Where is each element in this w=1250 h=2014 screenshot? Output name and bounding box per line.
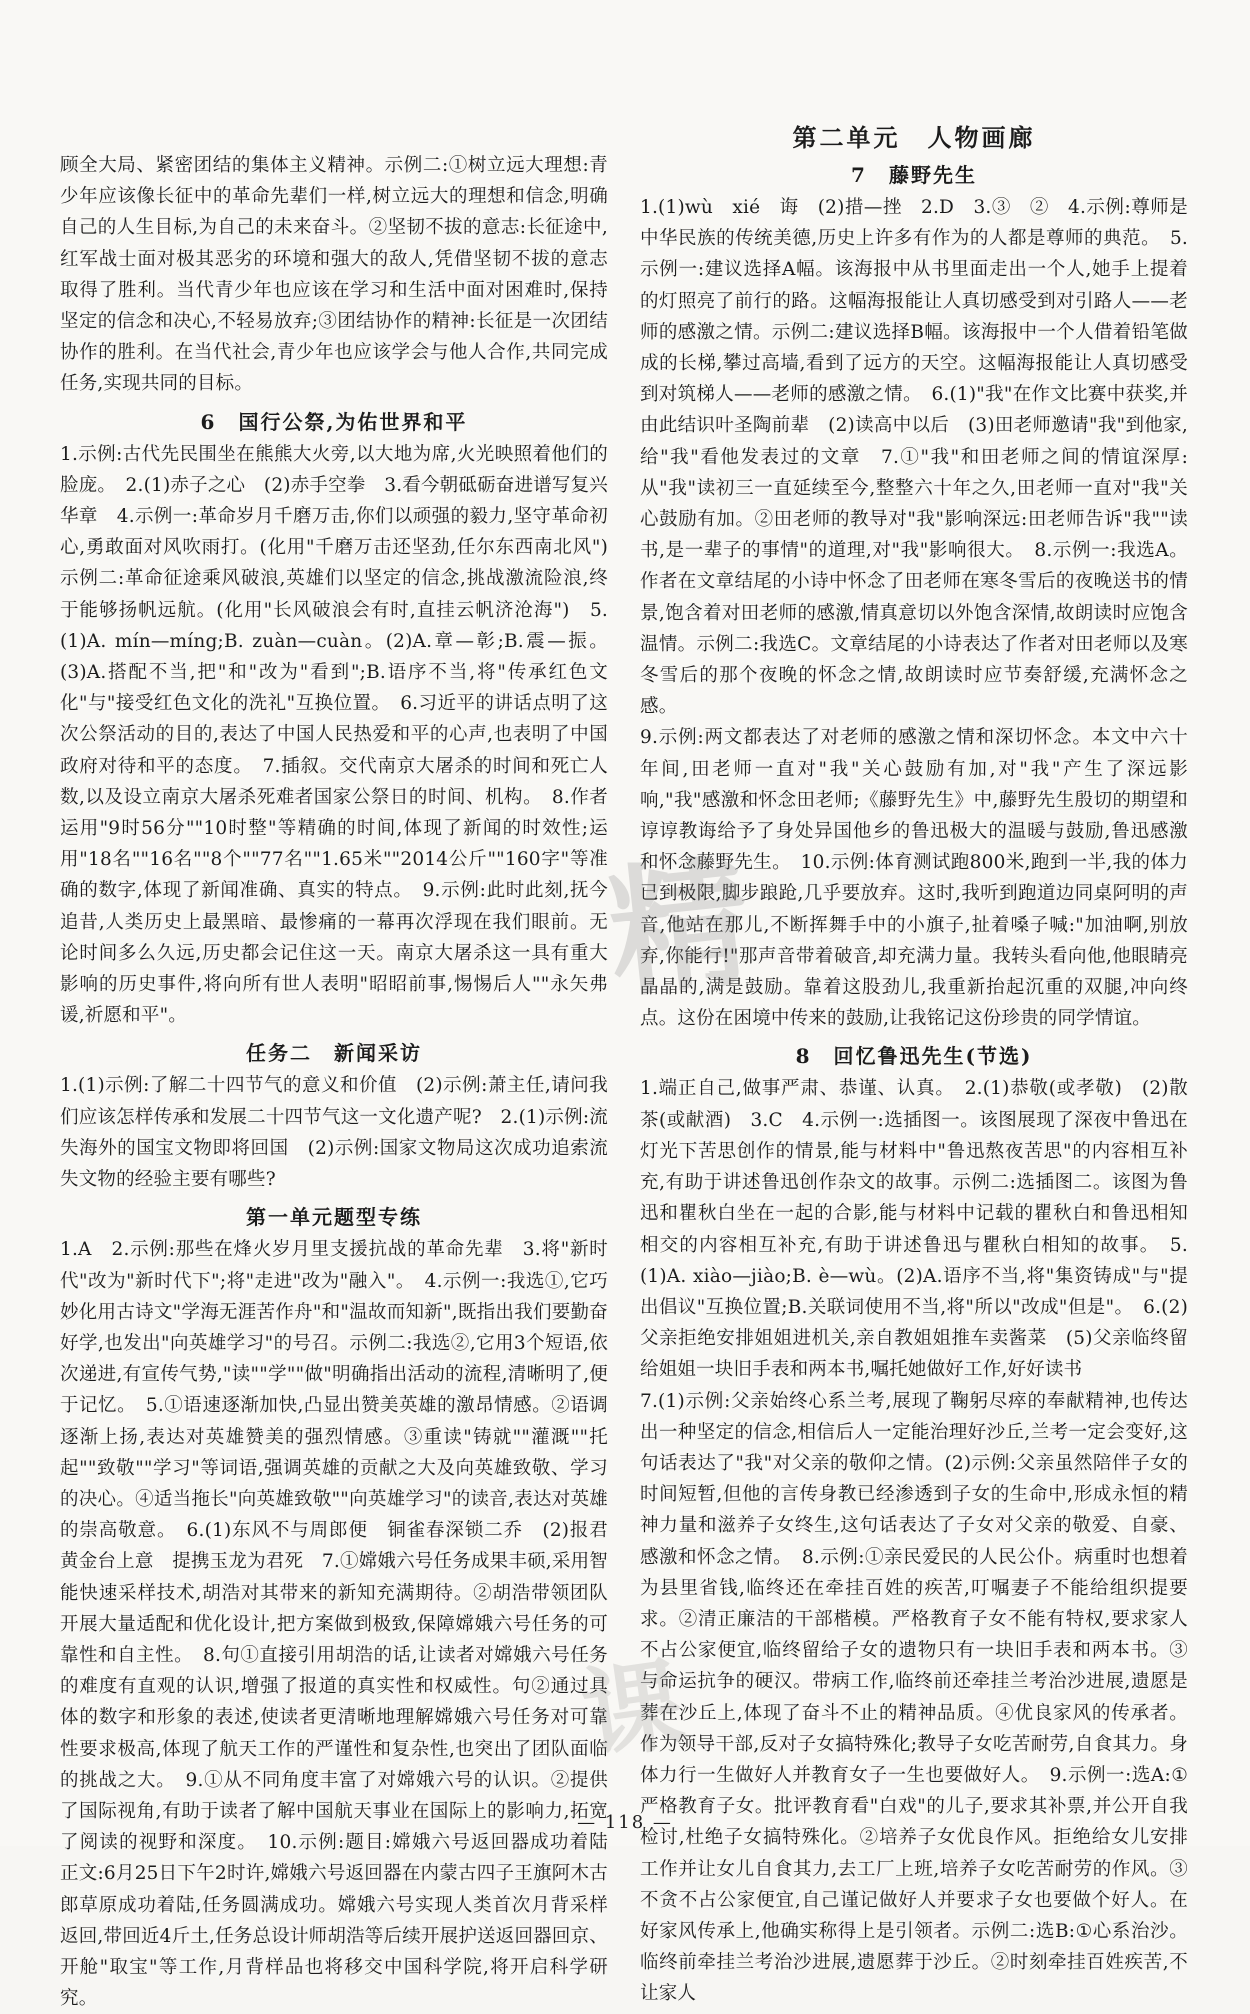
unit-1-practice-heading: 第一单元题型专练 <box>246 1205 422 1230</box>
right-paragraph-1: 1.(1)wù xié 诲 (2)措—挫 2.D 3.③ ② 4.示例:尊师是中华民族的传统美德,历史上许多有作为的人都是尊师的典范。 5.示例一:建议选择A幅。该海报中从书里面走出一个人,她手上提着的灯照亮了前行的路。这幅海报能让人真切感受到对引路人——老师的感激之情。示例二:建议选择B幅。该海报中一个人借着铅笔做成的长梯,攀过高墙,看到了远方的天空。这幅海报能让人真切感受到对筑梯人——老师的感激之情。 6.(1)"我"在作文比赛中获奖,并由此结识叶圣陶前辈 (2)读高中以后 (3)田老师邀请"我"到他家,给"我"看他发表过的文章 7.①"我"和田老师之间的情谊深厚:从"我"读初三一直延续至今,整整六十年之久,田老师一直对"我"关心鼓励有加。②田老师的教导对"我"影响深远:田老师告诉"我""读书,是一辈子的事情"的道理,对"我"影响很大。 8.示例一:我选A。作者在文章结尾的小诗中怀念了田老师在寒冬雪后的夜晚送书的情景,饱含着对田老师的感激,情真意切以外饱含深情,故朗读时应饱含温情。示例二:我选C。文章结尾的小诗表达了作者对田老师以及寒冬雪后的那个夜晚的怀念之情,故朗读时应节奏舒缓,充满怀念之感。 <box>640 197 1188 718</box>
task-2-heading: 任务二 新闻采访 <box>246 1041 422 1066</box>
lesson-7-heading: 7 藤野先生 <box>851 163 977 187</box>
right-paragraph-2: 9.示例:两文都表达了对老师的感激之情和深切怀念。本文中六十年间,田老师一直对"我"关心鼓励有加,对"我"产生了深远影响,"我"感激和怀念田老师;《藤野先生》中,藤野先生殷切的期望和谆谆教诲给予了身处异国他乡的鲁迅极大的温暖与鼓励,鲁迅感激和怀念藤野先生。 10.示例:体育测试跑800米,跑到一半,我的体力已到极限,脚步踉跄,几乎要放弃。这时,我听到跑道边同桌阿明的声音,他站在那儿,不断挥舞手中的小旗子,扯着嗓子喊:"加油啊,别放弃,你能行!"那声音带着破音,却充满力量。我转头看向他,他眼睛亮晶晶的,满是鼓励。靠着这股劲儿,我重新抬起沉重的双腿,冲向终点。这份在困境中传来的鼓励,让我铭记这份珍贵的同学情谊。 <box>640 727 1188 1030</box>
left-paragraph-2: 1.示例:古代先民围坐在熊熊大火旁,以大地为席,火光映照着他们的脸庞。 2.(1)赤子之心 (2)赤手空拳 3.看今朝砥砺奋进谱写复兴华章 4.示例一:革命岁月千磨万击,你们以顽强的毅力,坚守革命初心,勇敢面对风吹雨打。(化用"千磨万击还坚劲,任尔东西南北风")示例二:革命征途乘风破浪,英雄们以坚定的信念,挑战激流险浪,终于能够扬帆远航。(化用"长风破浪会有时,直挂云帆济沧海") 5.(1)A. mín—míng;B. zuàn—cuàn。(2)A.章—彰;B.震—振。(3)A.搭配不当,把"和"改为"看到";B.语序不当,将"传承红色文化"与"接受红色文化的洗礼"互换位置。 6.习近平的讲话点明了这次公祭活动的目的,表达了中国人民热爱和平的心声,也表明了中国政府对待和平的态度。 7.插叙。交代南京大屠杀的时间和死亡人数,以及设立南京大屠杀死难者国家公祭日的时间、机构。 8.作者运用"9时56分""10时整"等精确的时间,体现了新闻的时效性;运用"18名""16名""8个""77名""1.65米""2014公斤""160字"等准确的数字,体现了新闻准确、真实的特点。 9.示例:此时此刻,抚今追昔,人类历史上最黑暗、最惨痛的一幕再次浮现在我们眼前。无论时间多么久远,历史都会记住这一天。南京大屠杀这一具有重大影响的历史事件,将向所有世人表明"昭昭前事,惕惕后人""永矢弗谖,祈愿和平"。 <box>60 443 608 1027</box>
lesson-6-heading: 6 国行公祭,为佑世界和平 <box>200 409 468 434</box>
left-paragraph-4: 1.A 2.示例:那些在烽火岁月里支援抗战的革命先辈 3.将"新时代"改为"新时代下";将"走进"改为"融入"。 4.示例一:我选①,它巧妙化用古诗文"学海无涯苦作舟"和"温故而知新",既指出我们要勤奋好学,也发出"向英雄学习"的号召。示例二:我选②,它用3个短语,依次递进,有宣传气势,"读""学""做"明确指出活动的流程,清晰明了,便于记忆。 5.①语速逐渐加快,凸显出赞美英雄的激昂情感。②语调逐渐上扬,表达对英雄赞美的强烈情感。③重读"铸就""灌溉""托起""致敬""学习"等词语,强调英雄的贡献之大及向英雄致敬、学习的决心。④适当拖长"向英雄致敬""向英雄学习"的读音,表达对英雄的崇高敬意。 6.(1)东风不与周郎便 铜雀春深锁二乔 (2)报君黄金台上意 提携玉龙为君死 7.①嫦娥六号任务成果丰硕,采用智能快速采样技术,胡浩对其带来的新知充满期待。②胡浩带领团队开展大量适配和优化设计,把方案做到极致,保障嫦娥六号任务的可靠性和自主性。 8.句①直接引用胡浩的话,让读者对嫦娥六号任务的难度有直观的认识,增强了报道的真实性和权威性。句②通过具体的数字和形象的表述,使读者更清晰地理解嫦娥六号任务对可靠性要求极高,体现了航天工作的严谨性和复杂性,也突出了团队面临的挑战之大。 9.①从不同角度丰富了对嫦娥六号的认识。②提供了国际视角,有助于读者了解中国航天事业在国际上的影响力,拓宽了阅读的视野和深度。 10.示例:题目:嫦娥六号返回器成功着陆 正文:6月25日下午2时许,嫦娥六号返回器在内蒙古四子王旗阿木古郎草原成功着陆,任务圆满成功。嫦娥六号实现人类首次月背采样返回,带回近4斤土,任务总设计师胡浩等后续开展护送返回器回京、开舱"取宝"等工作,月背样品也将移交中国科学院,将开启科学研究。 <box>60 1239 627 2010</box>
lesson-8-heading: 8 回忆鲁迅先生(节选) <box>795 1044 1033 1069</box>
left-paragraph-1: 顾全大局、紧密团结的集体主义精神。示例二:①树立远大理想:青少年应该像长征中的革命先辈们一样,树立远大的理想和信念,明确自己的人生目标,为自己的未来奋斗。②坚韧不拔的意志:长征途中,红军战士面对极其恶劣的环境和强大的敌人,凭借坚韧不拔的意志取得了胜利。当代青少年也应该在学习和生活中面对困难时,保持坚定的信念和决心,不轻易放弃;③团结协作的精神:长征是一次团结协作的胜利。在当代社会,青少年也应该学会与他人合作,共同完成任务,实现共同的目标。 <box>60 155 608 395</box>
left-paragraph-3: 1.(1)示例:了解二十四节气的意义和价值 (2)示例:萧主任,请问我们应该怎样传承和发展二十四节气这一文化遗产呢? 2.(1)示例:流失海外的国宝文物即将回国 (2)示例:国家文物局这次成功追索流失文物的经验主要有哪些? <box>60 1075 608 1191</box>
watermark-logo-lower: 课 <box>575 1645 691 1776</box>
unit-2-title: 第二单元 人物画廊 <box>792 123 1036 152</box>
watermark-logo: 精 <box>601 841 758 1018</box>
right-paragraph-4: 7.(1)示例:父亲始终心系兰考,展现了鞠躬尽瘁的奉献精神,也传达出一种坚定的信念,相信后人一定能治理好沙丘,兰考一定会变好,这句话表达了"我"对父亲的敬仰之情。(2)示例:父亲虽然陪伴子女的时间短暂,但他的言传身教已经渗透到子女的生命中,形成永恒的精神力量和滋养子女终生,这句话表达了子女对父亲的敬爱、自豪、感激和怀念之情。 8.示例:①亲民爱民的人民公仆。病重时也想着为县里省钱,临终还在牵挂百姓的疾苦,叮嘱妻子不能给组织提要求。②清正廉洁的干部楷模。严格教育子女不能有特权,要求家人不占公家便宜,临终留给子女的遗物只有一块旧手表和两本书。③与命运抗争的硬汉。带病工作,临终前还牵挂兰考治沙进展,遗愿是葬在沙丘上,体现了奋斗不止的精神品质。④优良家风的传承者。作为领导干部,反对子女搞特殊化;教导子女吃苦耐劳,自食其力。身体力行一生做好人并教育女子一生也要做好人。 9.示例一:选A:①严格教育子女。批评教育看"白戏"的儿子,要求其补票,并公开自我检讨,杜绝子女搞特殊化。②培养子女优良作风。拒绝给女儿安排工作并让女儿自食其力,去工厂上班,培养子女吃苦耐劳的作风。③不贪不占公家便宜,自己谨记做好人并要求子女也要做个好人。在好家风传承上,他确实称得上是引领者。示例二:选B:①心系治沙。临终前牵挂兰考治沙进展,遗愿葬于沙丘。②时刻牵挂百姓疾苦,不让家人 <box>640 1390 1188 2005</box>
right-column <box>640 118 1188 2010</box>
page-number: — 118 — <box>577 1812 673 1833</box>
right-paragraph-3: 1.端正自己,做事严肃、恭谨、认真。 2.(1)恭敬(或孝敬) (2)散茶(或献酒) 3.C 4.示例一:选插图一。该图展现了深夜中鲁迅在灯光下苦思创作的情景,能与材料中"鲁迅熬夜苦思"的内容相互补充,有助于讲述鲁迅创作杂文的故事。示例二:选插图二。该图为鲁迅和瞿秋白坐在一起的合影,能与材料中记载的瞿秋白和鲁迅相知相交的内容相互补充,有助于讲述鲁迅与瞿秋白相知的故事。 5.(1)A. xiào—jiào;B. è—wù。(2)A.语序不当,将"集资铸成"与"提出倡议"互换位置;B.关联词使用不当,将"所以"改成"但是"。 6.(2)父亲拒绝安排姐姐进机关,亲自教姐姐推车卖酱菜 (5)父亲临终留给姐姐一块旧手表和两本书,嘱托她做好工作,好好读书 <box>640 1078 1188 1381</box>
